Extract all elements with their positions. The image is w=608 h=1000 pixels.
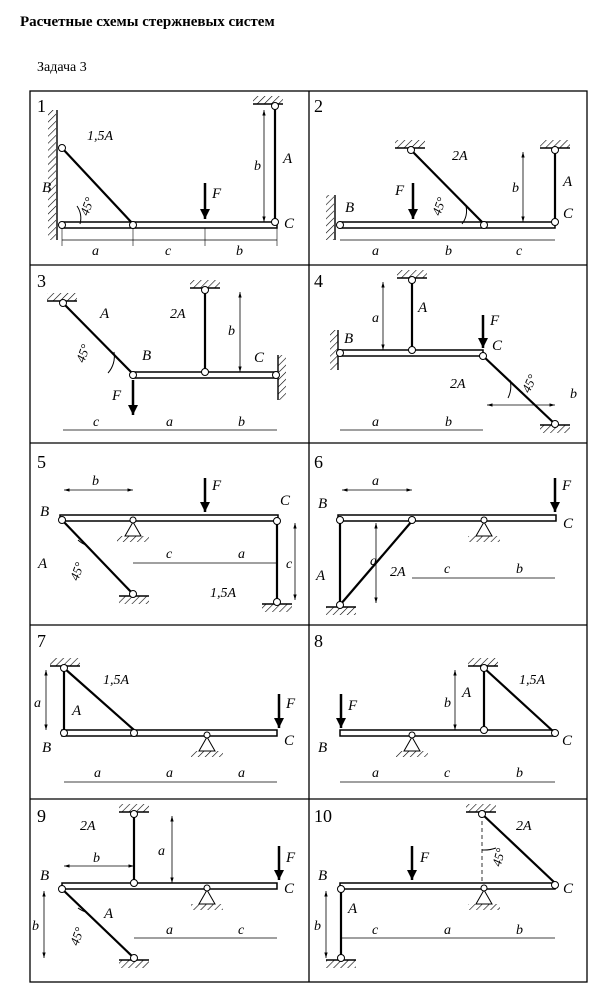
diagram-label: A xyxy=(283,151,293,167)
diagram-label: 45° xyxy=(488,846,509,868)
diagram-label: b xyxy=(236,244,243,259)
diagram-label: F xyxy=(112,388,122,404)
diagram-label: B xyxy=(42,180,52,196)
diagram-label: b xyxy=(516,923,523,938)
scheme-2 xyxy=(314,96,574,259)
scheme-number: 10 xyxy=(314,806,332,826)
diagram-label: a xyxy=(444,923,451,938)
diagram-label: C xyxy=(492,338,503,354)
diagram-label: 45° xyxy=(76,195,98,218)
diagram-label: F xyxy=(395,183,405,199)
diagram-label: a xyxy=(238,766,245,781)
diagram-label: a xyxy=(94,766,101,781)
diagram-label: A xyxy=(100,306,110,322)
diagram-label: b xyxy=(92,474,99,489)
diagram-label: b xyxy=(93,851,100,866)
diagram-label: 2A xyxy=(452,149,468,164)
diagram-label: 2A xyxy=(516,819,532,834)
diagram-label: 45° xyxy=(66,560,88,583)
diagram-label: c xyxy=(444,562,451,577)
diagram-label: A xyxy=(104,906,114,922)
diagram-label: A xyxy=(418,300,428,316)
diagram-label: b xyxy=(516,562,523,577)
diagram-label: C xyxy=(563,516,574,532)
diagram-label: C xyxy=(284,733,295,749)
diagram-label: c xyxy=(165,244,172,259)
diagram-label: c xyxy=(516,244,523,259)
diagram-label: B xyxy=(318,496,328,512)
diagram-label: 2A xyxy=(170,307,186,322)
diagram-label: A xyxy=(38,556,48,572)
scheme-number: 8 xyxy=(314,631,323,651)
diagram-label: C xyxy=(563,881,574,897)
diagram-label: b xyxy=(228,324,235,339)
diagram-label: a xyxy=(372,244,379,259)
diagram-label: 2A xyxy=(80,819,96,834)
scheme-number: 9 xyxy=(37,806,46,826)
diagram-label: a xyxy=(372,415,379,430)
diagram-label: 45° xyxy=(518,372,540,395)
diagram-label: a xyxy=(158,844,165,859)
scheme-1 xyxy=(37,96,295,259)
diagram-label: 45° xyxy=(66,925,88,948)
scheme-number: 5 xyxy=(37,452,46,472)
scheme-number: 4 xyxy=(314,271,323,291)
diagram-label: B xyxy=(40,868,50,884)
diagram-label: F xyxy=(490,313,500,329)
diagram-label: C xyxy=(284,216,295,232)
diagram-label: B xyxy=(142,348,152,364)
scheme-4 xyxy=(314,270,577,433)
diagram-label: C xyxy=(254,350,265,366)
diagram-label: c xyxy=(238,923,245,938)
diagram-label: F xyxy=(212,478,222,494)
diagram-label: b xyxy=(314,919,321,934)
scheme-number: 2 xyxy=(314,96,323,116)
diagram-label: 45° xyxy=(72,342,94,365)
diagram-label: B xyxy=(345,200,355,216)
page-title: Расчетные схемы стержневых систем xyxy=(20,14,275,30)
diagram-label: B xyxy=(344,331,354,347)
scheme-6 xyxy=(314,452,574,615)
diagram-label: 1,5A xyxy=(103,673,130,688)
diagram-label: a xyxy=(370,554,377,569)
diagram-label: 45° xyxy=(428,195,450,218)
diagram-label: a xyxy=(166,923,173,938)
diagram-label: C xyxy=(563,206,574,222)
diagram-label: A xyxy=(462,685,472,701)
diagram-label: c xyxy=(286,557,293,572)
scheme-10 xyxy=(314,804,574,968)
diagram-label: a xyxy=(166,415,173,430)
diagram-label: a xyxy=(34,696,41,711)
diagram-label: a xyxy=(372,311,379,326)
diagram-label: a xyxy=(372,766,379,781)
diagram-label: b xyxy=(238,415,245,430)
scheme-number: 6 xyxy=(314,452,323,472)
diagram-label: F xyxy=(212,186,222,202)
diagram-label: c xyxy=(166,547,173,562)
diagram-label: 2A xyxy=(450,377,466,392)
diagram-label: 1,5A xyxy=(87,129,114,144)
diagram-label: F xyxy=(348,698,358,714)
diagram-label: A xyxy=(563,174,573,190)
diagram-label: B xyxy=(318,868,328,884)
diagram-label: a xyxy=(166,766,173,781)
diagram-label: B xyxy=(318,740,328,756)
diagram-label: b xyxy=(444,696,451,711)
diagram-label: 2A xyxy=(390,565,406,580)
diagram-label: a xyxy=(238,547,245,562)
diagram-label: A xyxy=(72,703,82,719)
diagram-label: c xyxy=(372,923,379,938)
diagram-label: F xyxy=(562,478,572,494)
scheme-number: 3 xyxy=(37,271,46,291)
scheme-5 xyxy=(37,452,295,612)
diagram-label: A xyxy=(348,901,358,917)
diagram-label: 1,5A xyxy=(210,586,237,601)
diagram-label: c xyxy=(93,415,100,430)
diagram-label: 1,5A xyxy=(519,673,546,688)
scheme-number: 1 xyxy=(37,96,46,116)
scheme-number: 7 xyxy=(37,631,46,651)
diagram-label: C xyxy=(562,733,573,749)
diagram-label: C xyxy=(280,493,291,509)
diagram-label: B xyxy=(40,504,50,520)
diagram-label: b xyxy=(445,244,452,259)
task-label: Задача 3 xyxy=(37,60,87,75)
scheme-9 xyxy=(32,804,296,968)
diagram-label: F xyxy=(286,850,296,866)
diagram-label: F xyxy=(420,850,430,866)
diagram-label: b xyxy=(32,919,39,934)
scheme-8 xyxy=(314,631,573,782)
diagram-label: A xyxy=(316,568,326,584)
diagram-label: F xyxy=(286,696,296,712)
diagram-label: b xyxy=(570,387,577,402)
diagram-label: C xyxy=(284,881,295,897)
diagram-label: c xyxy=(444,766,451,781)
scheme-7 xyxy=(34,631,296,782)
diagram-label: b xyxy=(512,181,519,196)
diagram-label: b xyxy=(445,415,452,430)
diagram-label: a xyxy=(372,474,379,489)
diagram-label: a xyxy=(92,244,99,259)
diagram-label: b xyxy=(516,766,523,781)
diagram-label: b xyxy=(254,159,261,174)
diagram-label: B xyxy=(42,740,52,756)
scheme-3 xyxy=(37,271,286,430)
